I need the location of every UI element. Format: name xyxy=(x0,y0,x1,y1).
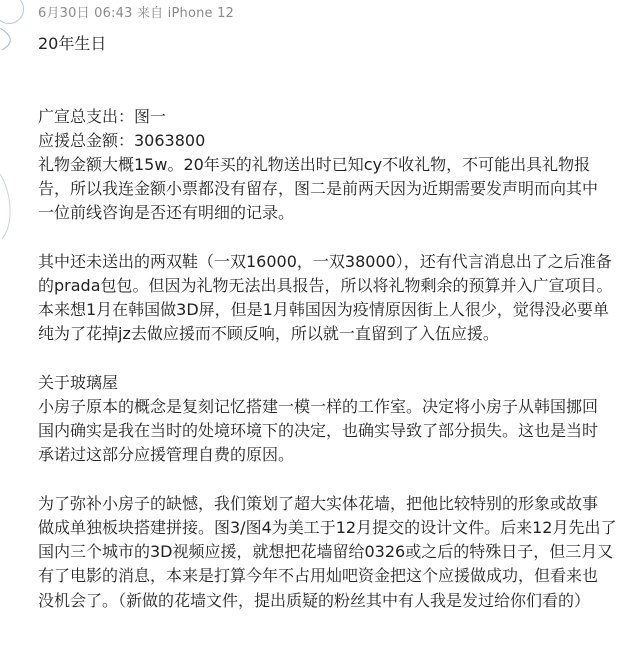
text-line: 国内三个城市的3D视频应援，就想把花墙留给0326或之后的特殊日子，但三月又 xyxy=(38,542,614,562)
paragraph-spending xyxy=(38,105,638,226)
text-line: 本来想1月在韩国做3D屏，但是1月韩国因为疫情原因街上人很少，觉得没必要单 xyxy=(38,300,609,320)
text-line: 有了电影的消息，本来是打算今年不占用灿吧资金把这个应援做成功，但看来也 xyxy=(38,566,599,586)
text-line: 其中还未送出的两双鞋（一双16000，一双38000），还有代言消息出了之后准备 xyxy=(38,251,612,271)
text-line: 小房子原本的概念是复刻记忆搭建一模一样的工作室。决定将小房子从韩国挪回 xyxy=(38,396,599,416)
text-line: 国内确实是我在当时的处境环境下的决定，也确实导致了部分损失。这也是当时 xyxy=(38,421,599,441)
text-line: 承诺过这部分应援管理自费的原因。 xyxy=(38,445,295,465)
text-line: 礼物金额大概15w。20年买的礼物送出时已知cy不收礼物，不可能出具礼物报 xyxy=(38,154,591,174)
avatar[interactable] xyxy=(0,0,24,24)
post-title: 20年生日 xyxy=(38,34,107,53)
text-line: 纯为了花掉jz去做应援而不顾反响，所以就一直留到了入伍应援。 xyxy=(38,324,499,344)
paragraph-flower-wall xyxy=(38,492,638,613)
text-line: 为了弥补小房子的缺憾，我们策划了超大实体花墙，把他比较特别的形象或故事 xyxy=(38,493,599,513)
text-line: 的prada包包。但因为礼物无法出具报告，所以将礼物剩余的预算并入广宣项目。 xyxy=(38,275,613,295)
decorative-swoosh-icon xyxy=(0,24,22,284)
text-line: 广宣总支出：图一 xyxy=(38,106,167,126)
text-line: 没机会了。（新做的花墙文件，提出质疑的粉丝其中有人我是发过给你们看的） xyxy=(38,590,591,610)
paragraph-glass-house xyxy=(38,371,638,468)
text-line: 应援总金额：3063800 xyxy=(38,130,206,150)
paragraph-shoes xyxy=(38,250,638,347)
paragraph-birthday xyxy=(38,32,638,56)
text-line: 做成单独板块搭建拼接。图3/图4为美工于12月提交的设计文件。后来12月先出了 xyxy=(38,517,617,537)
post-meta: 6月30日 06:43 来自 iPhone 12 xyxy=(38,6,235,21)
text-line: 告，所以我连金额小票都没有留存，图二是前两天因为近期需要发声明而向其中 xyxy=(38,179,599,199)
text-line: 一位前线咨询是否还有明细的记录。 xyxy=(38,203,295,223)
post-body xyxy=(38,32,638,613)
section-heading: 关于玻璃屋 xyxy=(38,372,119,392)
